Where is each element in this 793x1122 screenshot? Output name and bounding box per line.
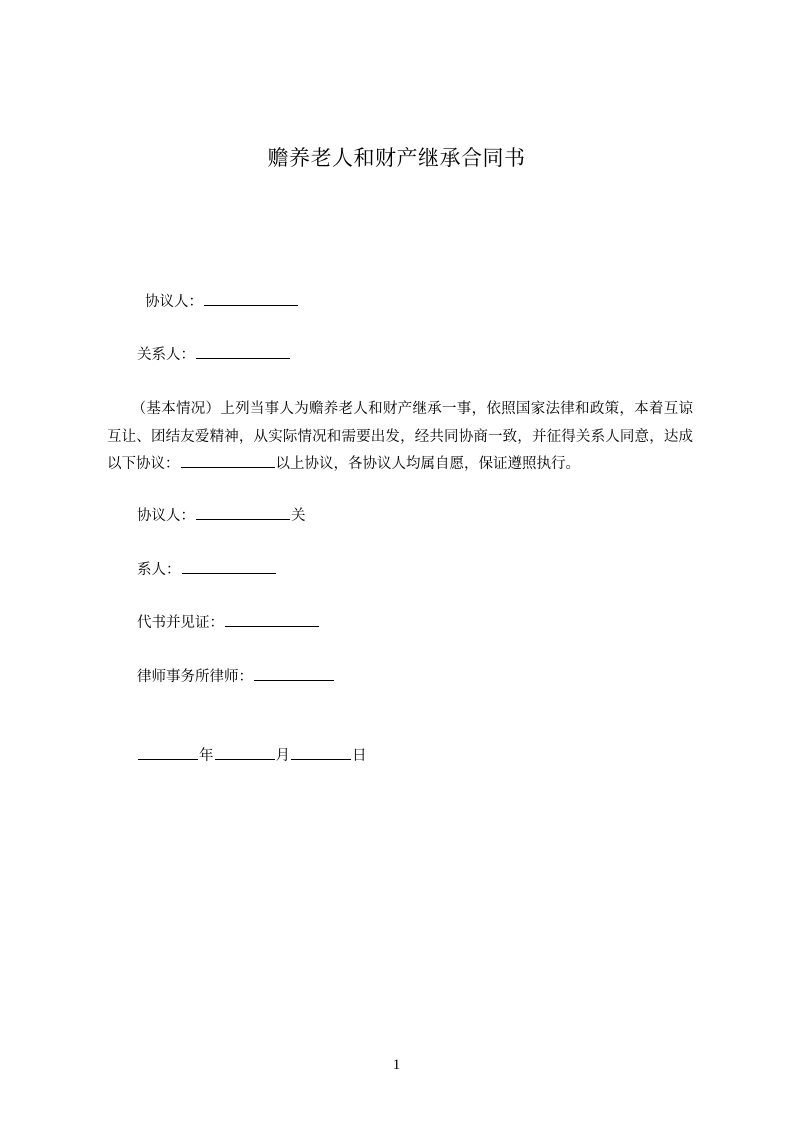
document-title: 赡养老人和财产继承合同书 bbox=[267, 146, 526, 170]
year-blank bbox=[138, 745, 198, 760]
signature-relation-line bbox=[137, 559, 277, 580]
lawyer-line bbox=[137, 666, 335, 687]
signature-party-label: 协议人： bbox=[137, 508, 195, 524]
witness-line bbox=[137, 612, 320, 633]
party-label: 协议人： bbox=[145, 294, 203, 310]
lawyer-label: 律师事务所律师： bbox=[137, 669, 253, 685]
witness-label: 代书并见证： bbox=[137, 615, 224, 631]
signature-relation-label: 系人： bbox=[137, 562, 181, 578]
party-line bbox=[145, 291, 299, 312]
relation-blank bbox=[196, 344, 290, 359]
body-text-part1: （基本情况）上列当事人为赡养老人和财产继承一事，依照国家法律和政策，本着互谅互让、团结友爱精神，从实际情况和需要出发，经共同协商一致，并征得关系人同意，达成以下协议： bbox=[107, 401, 693, 472]
body-paragraph bbox=[107, 396, 693, 479]
date-year-label: 年 bbox=[199, 748, 214, 764]
party-blank bbox=[204, 291, 298, 306]
month-blank bbox=[215, 745, 275, 760]
relation-line bbox=[137, 344, 291, 365]
body-text-part2: 以上协议，各协议人均属自愿，保证遵照执行。 bbox=[275, 456, 580, 472]
date-month-label: 月 bbox=[275, 748, 290, 764]
signature-party-suffix: 关 bbox=[291, 508, 306, 524]
witness-blank bbox=[225, 612, 319, 627]
day-blank bbox=[291, 745, 351, 760]
agreement-blank bbox=[181, 453, 275, 468]
signature-party-line bbox=[137, 505, 306, 526]
signature-party-blank bbox=[196, 505, 290, 520]
date-line bbox=[137, 745, 367, 766]
relation-label: 关系人： bbox=[137, 347, 195, 363]
lawyer-blank bbox=[254, 666, 334, 681]
signature-relation-blank bbox=[182, 559, 276, 574]
date-day-label: 日 bbox=[352, 748, 367, 764]
page-number: 1 bbox=[392, 1057, 401, 1073]
